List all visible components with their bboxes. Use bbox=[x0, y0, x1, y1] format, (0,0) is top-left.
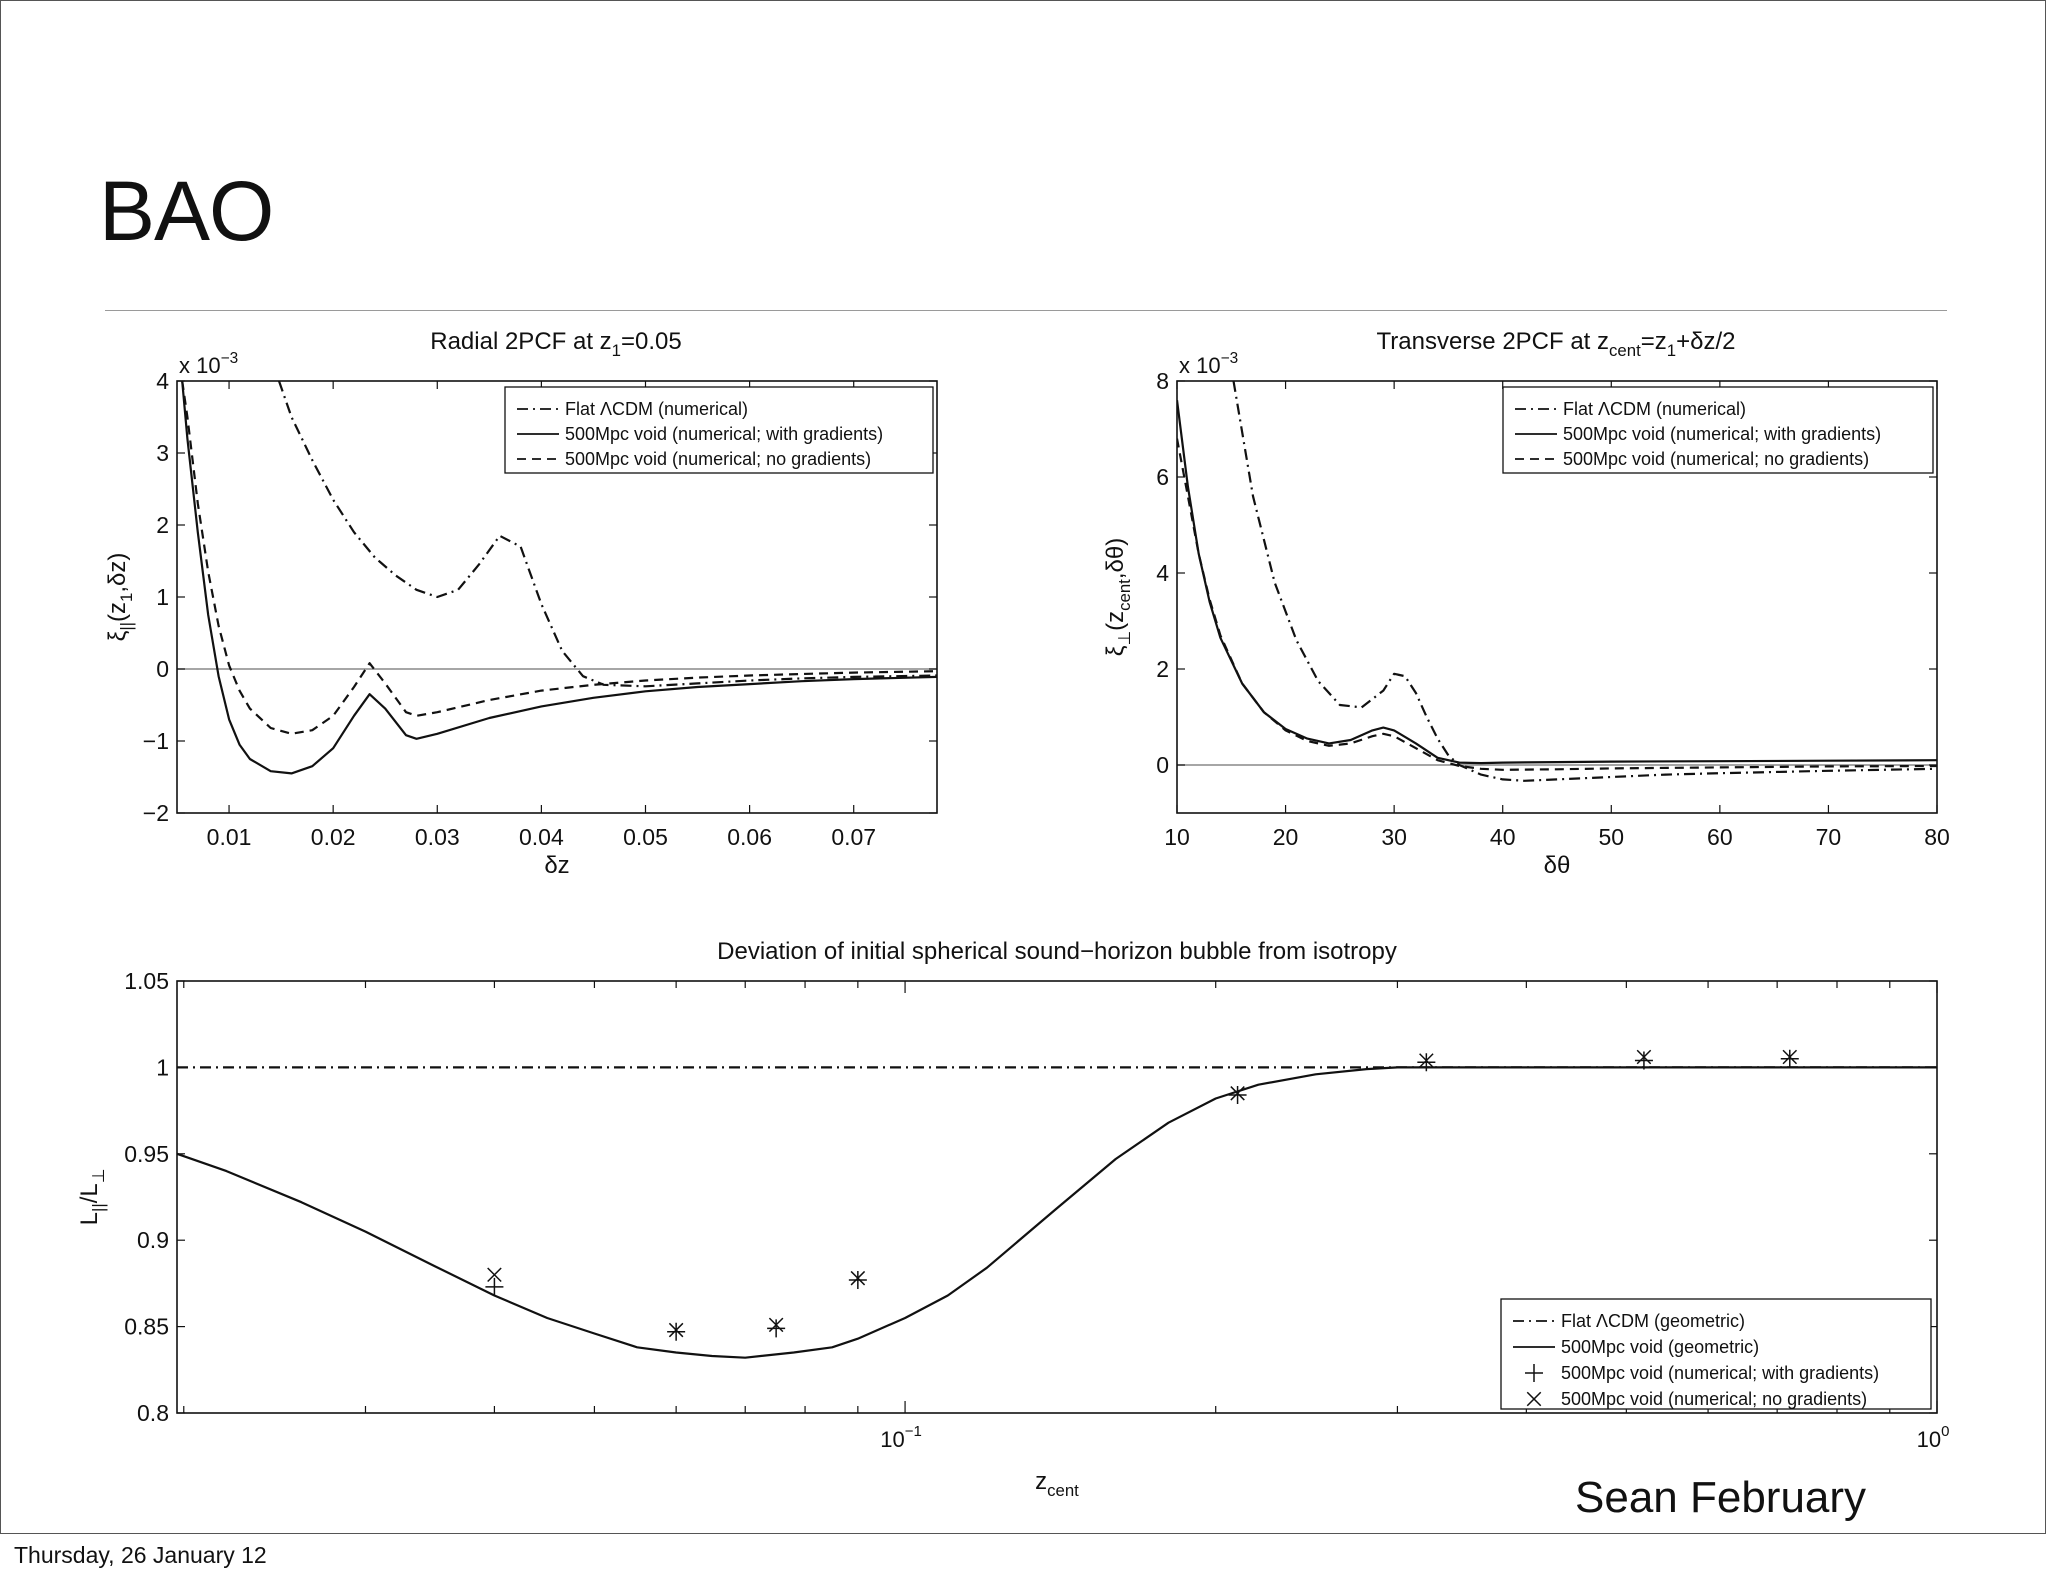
radial-y-multiplier: x $10^{-3}$ bbox=[179, 350, 239, 378]
transverse-y-multiplier: x $10^{-3}$ bbox=[1179, 350, 1239, 378]
isotropy-legend-label-3: 500Mpc void (numerical; no gradients) bbox=[1561, 1389, 1868, 1409]
isotropy-series-2-point-2 bbox=[767, 1319, 785, 1337]
transverse-xtick-label-0: 10 bbox=[1164, 824, 1190, 850]
transverse-ytick-label-3: 6 bbox=[1156, 464, 1169, 490]
isotropy-ytick-label-0: 0.8 bbox=[137, 1400, 169, 1426]
radial-ytick-label-2: 0 bbox=[156, 656, 169, 682]
transverse-legend-label-1: 500Mpc void (numerical; with gradients) bbox=[1563, 424, 1882, 444]
isotropy-title: Deviation of initial spherical sound−horizon bubble from isotropy bbox=[717, 938, 1397, 965]
radial-legend-label-1: 500Mpc void (numerical; with gradients) bbox=[565, 424, 884, 444]
radial-legend-label-2: 500Mpc void (numerical; no gradients) bbox=[565, 449, 872, 469]
transverse-ytick-label-0: 0 bbox=[1156, 752, 1169, 778]
transverse-ytick-label-2: 4 bbox=[1156, 560, 1169, 586]
radial-ytick-label-5: 3 bbox=[156, 440, 169, 466]
isotropy-legend-label-2: 500Mpc void (numerical; with gradients) bbox=[1561, 1363, 1880, 1383]
transverse-title: Transverse 2PCF at $z_{cent}=z_1+\delta z/2$ bbox=[1376, 328, 1736, 361]
transverse-xtick-label-4: 50 bbox=[1598, 824, 1625, 850]
transverse-ytick-label-4: 8 bbox=[1156, 368, 1169, 394]
isotropy-xlabel: $z_{cent}$ bbox=[1035, 1468, 1079, 1501]
radial-xtick-label-0: 0.01 bbox=[206, 824, 252, 850]
isotropy-ytick-label-1: 0.85 bbox=[124, 1313, 169, 1340]
transverse-ytick-label-1: 2 bbox=[1156, 656, 1169, 682]
transverse-xtick-label-5: 60 bbox=[1707, 824, 1733, 850]
isotropy-series-2-point-5 bbox=[1417, 1053, 1435, 1071]
radial-title: Radial 2PCF at $z_1=0.05$ bbox=[430, 328, 682, 361]
isotropy-series-2-point-7 bbox=[1781, 1050, 1799, 1068]
isotropy-ytick-label-2: 0.9 bbox=[137, 1227, 169, 1254]
isotropy-legend-label-1: 500Mpc void (geometric) bbox=[1561, 1337, 1760, 1357]
isotropy-series-2-point-3 bbox=[849, 1271, 867, 1289]
radial-ytick-label-4: 2 bbox=[156, 512, 169, 538]
radial-ytick-label-0: −2 bbox=[142, 800, 169, 826]
transverse-legend-label-2: 500Mpc void (numerical; no gradients) bbox=[1563, 449, 1870, 469]
radial-xtick-label-1: 0.02 bbox=[310, 824, 356, 850]
transverse-xtick-label-1: 20 bbox=[1272, 824, 1299, 850]
isotropy-ylabel: $L_{||}/L_\perp$ bbox=[76, 1168, 109, 1226]
isotropy-series-2-point-1 bbox=[667, 1323, 685, 1341]
footer-date: Thursday, 26 January 12 bbox=[14, 1542, 267, 1568]
isotropy-deviation-chart bbox=[1, 1, 2047, 1535]
radial-ytick-label-3: 1 bbox=[156, 584, 169, 610]
transverse-xtick-label-7: 80 bbox=[1924, 824, 1950, 850]
isotropy-legend-label-0: Flat ΛCDM (geometric) bbox=[1561, 1311, 1746, 1331]
radial-xtick-label-6: 0.07 bbox=[831, 824, 877, 850]
radial-xtick-label-2: 0.03 bbox=[414, 824, 460, 850]
transverse-xtick-label-6: 70 bbox=[1815, 824, 1842, 850]
isotropy-ytick-label-4: 1 bbox=[156, 1054, 169, 1081]
author-credit: Sean February bbox=[1575, 1473, 1867, 1522]
radial-xtick-label-5: 0.06 bbox=[727, 824, 772, 850]
isotropy-xtick-label-0: $10^{-1}$ bbox=[880, 1423, 922, 1452]
radial-xlabel: δz bbox=[544, 852, 570, 879]
transverse-xtick-label-3: 40 bbox=[1489, 824, 1516, 850]
radial-ylabel: $\xi_{||}(z_1,\delta z)$ bbox=[104, 552, 137, 642]
radial-xtick-label-3: 0.04 bbox=[519, 824, 564, 850]
radial-legend-label-0: Flat ΛCDM (numerical) bbox=[565, 399, 749, 419]
radial-ytick-label-6: 4 bbox=[156, 368, 169, 394]
transverse-legend-label-0: Flat ΛCDM (numerical) bbox=[1563, 399, 1747, 419]
transverse-xlabel: δθ bbox=[1543, 852, 1571, 879]
isotropy-ytick-label-5: 1.05 bbox=[124, 968, 169, 994]
transverse-xtick-label-2: 30 bbox=[1381, 824, 1407, 850]
isotropy-xtick-label-1: $10^0$ bbox=[1916, 1423, 1950, 1452]
transverse-ylabel: $\xi_\perp(z_{cent},\delta\theta)$ bbox=[1102, 537, 1135, 657]
slide-title: BAO bbox=[99, 164, 274, 258]
isotropy-ytick-label-3: 0.95 bbox=[124, 1140, 169, 1167]
radial-ytick-label-1: −1 bbox=[142, 728, 169, 754]
radial-xtick-label-4: 0.05 bbox=[623, 824, 668, 850]
